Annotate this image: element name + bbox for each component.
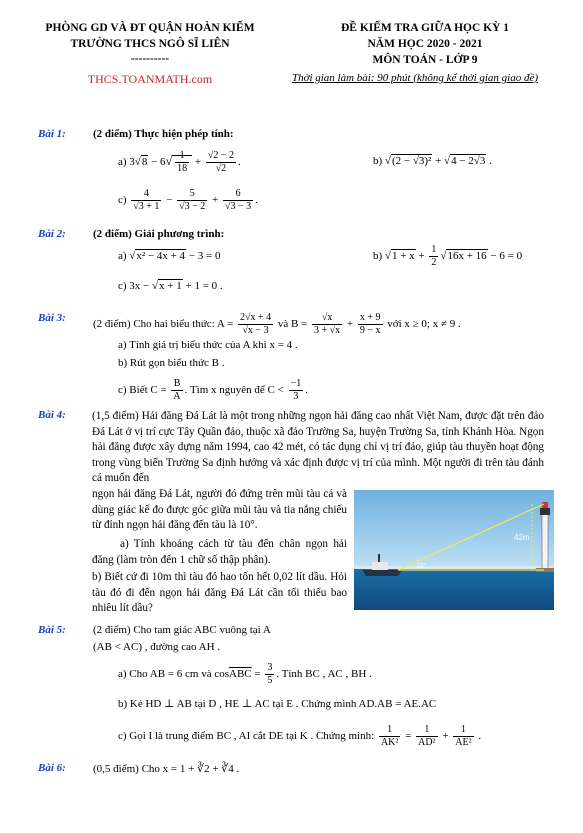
bai2-title: (2 điểm) Giải phương trình: <box>93 228 225 240</box>
subject: MÔN TOÁN - LỚP 9 <box>372 54 478 66</box>
bai1-title: (2 điểm) Thực hiện phép tính: <box>93 128 234 140</box>
bai5-a-pre: a) Cho AB = 6 cm và cos <box>118 668 229 681</box>
bai5-b: b) Kẻ HD ⊥ AB tại D , HE ⊥ AC tại E . Chứng minh AD.AB = AE.AC <box>118 698 437 710</box>
bai3-intro-text: (2 điểm) Cho hai biểu thức: <box>93 318 215 331</box>
school-year: NĂM HỌC 2020 - 2021 <box>367 38 483 50</box>
bai4-paragraph2: ngọn hải đăng Đá Lát, người đó đứng trên mũi tàu cá và dùng giác kế đo được góc giữa mũi tàu và tia nắng chiếu từ đỉnh ngọn hải đăng đến tàu là 10°. <box>92 488 347 532</box>
bai3-a: a) Tính giá trị biểu thức của A khi x = 4 . <box>118 339 298 351</box>
bai1-label: Bài 1: <box>38 128 66 140</box>
header-divider: ---------- <box>130 53 170 65</box>
time-note: Thời gian làm bài: 90 phút (không kể thời gian giao đề) <box>291 72 539 84</box>
angle-label: 10° <box>416 563 427 570</box>
bai2-formula-a: a) √x² − 4x + 4 − 3 = 0 <box>118 250 221 262</box>
bai3-b: b) Rút gọn biểu thức B . <box>118 357 225 369</box>
bai5-a-post: . Tính BC , AC , BH . <box>276 668 372 681</box>
bai6-label: Bài 6: <box>38 762 66 774</box>
lighthouse-illustration <box>354 490 554 610</box>
bai1-formula-c: c) $\frac{4}{√3 + 1}$ − $\frac{5}{√3 - 2}$ + $\frac{6}{√3 - 3}$ . <box>118 188 258 212</box>
school-name: TRƯỜNG THCS NGÔ SĨ LIÊN <box>70 38 230 50</box>
bai4-paragraph1: (1,5 điểm) Hải đăng Đá Lát là một trong những ngọn hải đăng cao nhất Việt Nam, được đặt trên đảo Đá Lát ở vị trí cực Tây Quần đảo, thuộc xã đảo Trường Sa, huyện Trường Sa, tỉnh Khánh Hòa. Ngọn hải đăng được xây dựng năm 1994, cao 42 mét, có tác dụng chỉ vị trí đảo, giúp tàu thuyền hoạt động trong vùng biển Trường Sa định hướng và xác định được vị trí của mình. Một người đi trên tàu đánh cá muốn đến <box>92 410 544 485</box>
bai4-question-b: b) Biết cứ đi 10m thì tàu đó hao tốn hết 0,02 lít dầu. Hỏi tàu đó đi đến ngọn hải đăng Đá Lát cần tối thiểu bao nhiêu lít dầu? <box>92 571 347 615</box>
bai4-question-a: a) Tính khoảng cách từ tàu đến chân ngọn hải đăng (làm tròn đến 1 chữ số thập phân). <box>92 538 347 566</box>
bai4-label: Bài 4: <box>38 409 66 421</box>
website-link[interactable]: THCS.TOANMATH.com <box>87 72 213 86</box>
department-name: PHÒNG GD VÀ ĐT QUẬN HOÀN KIẾM <box>45 22 255 34</box>
lighthouse-photo <box>354 490 554 610</box>
exam-title: ĐỀ KIỂM TRA GIỮA HỌC KỲ 1 <box>340 22 510 34</box>
bai3-c-post: . Tìm x nguyên để C < <box>184 384 284 397</box>
bai5-c-text: c) Gọi I là trung điểm BC , AI cắt DE tại K . Chứng minh: <box>118 730 375 743</box>
bai5-c: c) Gọi I là trung điểm BC , AI cắt DE tại K . Chứng minh: $\frac{1}{\text{AK²}}$ = $\frac{1}{\text{AD²}}$ + $\frac{1}{\text{AE²}}$ . <box>118 724 482 748</box>
bai3-c-pre: c) Biết C = <box>118 384 167 397</box>
bai3-label: Bài 3: <box>38 312 66 324</box>
bai2-formula-c: c) 3x − √x + 1 + 1 = 0 . <box>118 280 223 292</box>
bai6-text: (0,5 điểm) Cho x = 1 + ∛2 + ∛4 . <box>93 763 240 775</box>
bai5-intro1: (2 điểm) Cho tam giác ABC vuông tại A <box>93 624 271 636</box>
bai5-a: a) Cho AB = 6 cm và $\cos\overline{ABC}$ = $\frac{3}{5}$ . Tính BC , AC , BH . <box>118 662 372 686</box>
bai3-intro: (2 điểm) Cho hai biểu thức: A = $\frac{2√x + 4}{√x - 3}$ và B = $\frac{√x}{3 + √x}$ + $\frac{x + 9}{9 - x}$ với x ≥ 0; x ≠ 9 . <box>93 312 461 336</box>
bai1-formula-b: b) √(2 − √3)² + √4 − 2√3 . <box>373 155 492 167</box>
bai2-label: Bài 2: <box>38 228 66 240</box>
bai1-formula-a: a) 3√8 − 6√ $\frac{1}{18}$ + $\frac{√2 - 2}{√2}$ . <box>118 150 241 174</box>
bai3-c: c) Biết C = $\frac{B}{A}$ . Tìm x nguyên để C < $\frac{-1}{3}$ . <box>118 378 308 402</box>
bai2-formula-b: b) √1 + x + $\frac{1}{2}$ √16x + 16 − 6 = 0 <box>373 244 523 268</box>
bai5-label: Bài 5: <box>38 624 66 636</box>
bai5-intro2: (AB < AC) , đường cao AH . <box>93 641 221 653</box>
height-label: 42m <box>514 533 530 542</box>
